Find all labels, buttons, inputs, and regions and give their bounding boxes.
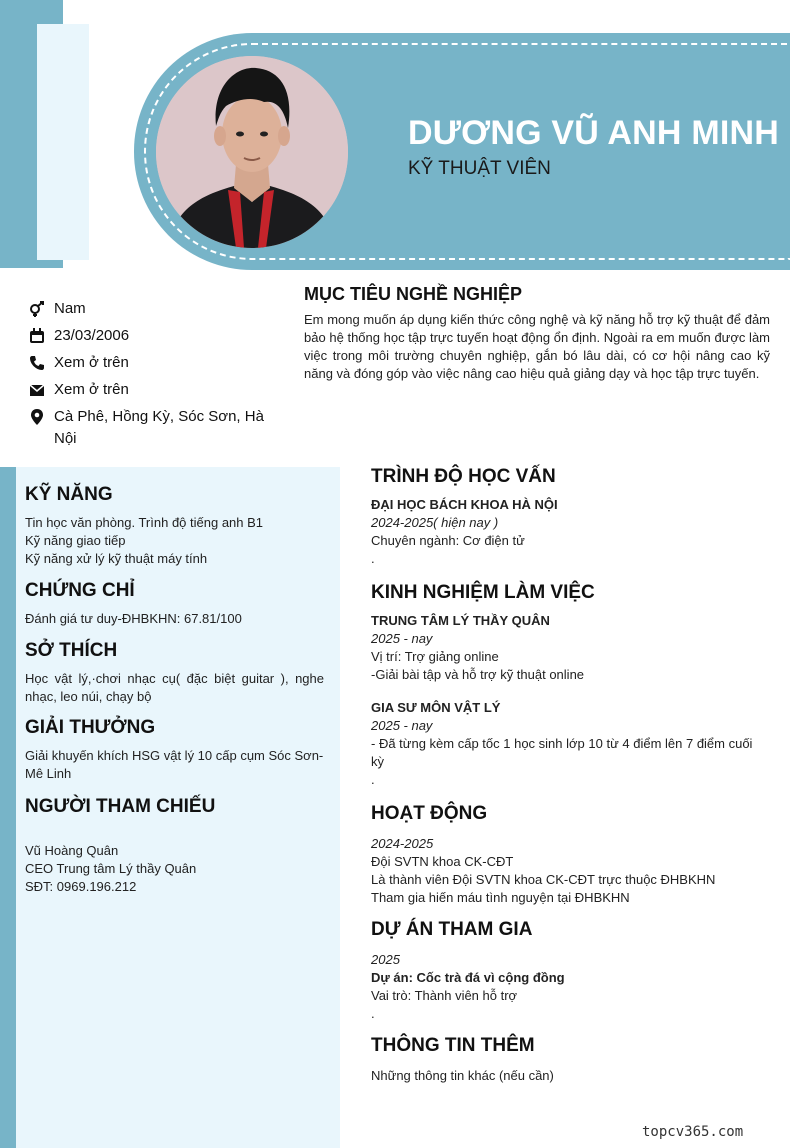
objective-title: MỤC TIÊU NGHỀ NGHIỆP — [304, 284, 523, 304]
objective-text: Em mong muốn áp dụng kiến thức công nghệ và kỹ năng hỗ trợ kỹ thuật để đảm bảo hệ thống học tập trực tuyến hoạt động ổn định. Ngoài ra em muốn được làm việc trong môi trường chuyên nghiệp, gắn bó lâu dài, có cơ hội nâng cao kỹ năng và đóng góp vào việc nâng cao hiệu quả giảng dạy và học tập trực tuyến. — [304, 312, 770, 381]
contact-birthday-text: 23/03/2006 — [54, 327, 130, 344]
contact-phone-text: Xem ở trên — [54, 354, 129, 371]
education-title: TRÌNH ĐỘ HỌC VẤN — [371, 466, 556, 487]
contact-gender-text: Nam — [54, 300, 86, 317]
candidate-name: DƯƠNG VŨ ANH MINH — [408, 114, 780, 152]
project-line: . — [371, 1006, 375, 1021]
candidate-role: KỸ THUẬT VIÊN — [408, 158, 551, 179]
left-panel-accent — [0, 467, 16, 1148]
hobbies-title: SỞ THÍCH — [25, 640, 118, 661]
activities-title: HOẠT ĐỘNG — [371, 803, 488, 824]
reference-name: Vũ Hoàng Quân — [25, 843, 119, 858]
more-info-section — [371, 1035, 771, 1085]
contact-list — [28, 300, 278, 450]
projects-section — [371, 919, 771, 1023]
phone-icon — [28, 354, 46, 372]
watermark: topcv365.com — [642, 1124, 744, 1140]
contact-item-gender — [28, 300, 278, 327]
contact-item-birthday — [28, 327, 278, 354]
references-section — [25, 796, 325, 896]
job-company: TRUNG TÂM LÝ THẦY QUÂN — [371, 613, 550, 628]
job-line: -Giải bài tập và hỗ trợ kỹ thuật online — [371, 667, 585, 682]
email-icon — [28, 381, 46, 399]
activity-period: 2024-2025 — [371, 836, 434, 851]
awards-section — [25, 717, 324, 783]
more-info-text: Những thông tin khác (nếu cần) — [371, 1068, 554, 1083]
skill-item: Kỹ năng xử lý kỹ thuật máy tính — [25, 551, 208, 566]
education-section — [371, 466, 771, 568]
contact-item-email — [28, 381, 278, 408]
activity-line: Tham gia hiến máu tình nguyện tại ĐHBKHN — [371, 890, 630, 905]
job-line: . — [371, 772, 375, 787]
skills-section — [25, 484, 325, 568]
activity-line: Đội SVTN khoa CK-CĐT — [371, 854, 514, 869]
objective-section — [304, 284, 770, 383]
job-line: - Đã từng kèm cấp tốc 1 học sinh lớp 10 từ 4 điểm lên 7 điểm cuối kỳ — [371, 736, 753, 769]
certificates-section — [25, 580, 325, 628]
contact-address-text: Cà Phê, Hồng Kỳ, Sóc Sơn, Hà Nội — [54, 408, 264, 447]
project-line: Vai trò: Thành viên hỗ trợ — [371, 988, 518, 1003]
education-school: ĐẠI HỌC BÁCH KHOA HÀ NỘI — [371, 497, 558, 512]
activity-line: Là thành viên Đội SVTN khoa CK-CĐT trực thuộc ĐHBKHN — [371, 872, 716, 887]
education-extra: . — [371, 551, 375, 566]
references-title: NGƯỜI THAM CHIẾU — [25, 796, 216, 817]
calendar-icon — [28, 327, 46, 345]
awards-text: Giải khuyến khích HSG vật lý 10 cấp cụm Sóc Sơn-Mê Linh — [25, 748, 324, 781]
reference-phone: SĐT: 0969.196.212 — [25, 879, 137, 894]
reference-position: CEO Trung tâm Lý thầy Quân — [25, 861, 197, 876]
contact-item-address — [28, 408, 278, 450]
project-name: Dự án: Cốc trà đá vì cộng đồng — [371, 970, 565, 985]
certificate-item: Đánh giá tư duy-ĐHBKHN: 67.81/100 — [25, 611, 242, 626]
header-left-inner — [37, 24, 89, 260]
hobbies-section — [25, 640, 324, 706]
location-icon — [28, 408, 46, 426]
job-company: GIA SƯ MÔN VẬT LÝ — [371, 700, 501, 715]
experience-section — [371, 582, 766, 789]
job-period: 2025 - nay — [371, 718, 433, 733]
avatar — [156, 56, 348, 248]
skill-item: Kỹ năng giao tiếp — [25, 533, 126, 548]
skills-title: KỸ NĂNG — [25, 484, 113, 505]
activities-section — [371, 803, 771, 907]
certificates-title: CHỨNG CHỈ — [25, 580, 135, 601]
job-line: Vị trí: Trợ giảng online — [371, 649, 499, 664]
job-period: 2025 - nay — [371, 631, 433, 646]
more-info-title: THÔNG TIN THÊM — [371, 1035, 535, 1056]
projects-title: DỰ ÁN THAM GIA — [371, 919, 533, 940]
contact-item-phone — [28, 354, 278, 381]
contact-email-text: Xem ở trên — [54, 381, 129, 398]
education-period: 2024-2025( hiện nay ) — [371, 515, 499, 530]
gender-icon — [28, 300, 46, 318]
skill-item: Tin học văn phòng. Trình độ tiếng anh B1 — [25, 515, 264, 530]
awards-title: GIẢI THƯỞNG — [25, 717, 156, 738]
experience-title: KINH NGHIỆM LÀM VIỆC — [371, 582, 595, 603]
education-major: Chuyên ngành: Cơ điện tử — [371, 533, 525, 548]
project-period: 2025 — [371, 952, 400, 967]
hobbies-text: Học vật lý,·chơi nhạc cụ( đặc biệt guitar ), nghe nhạc, leo núi, chạy bộ — [25, 671, 324, 704]
